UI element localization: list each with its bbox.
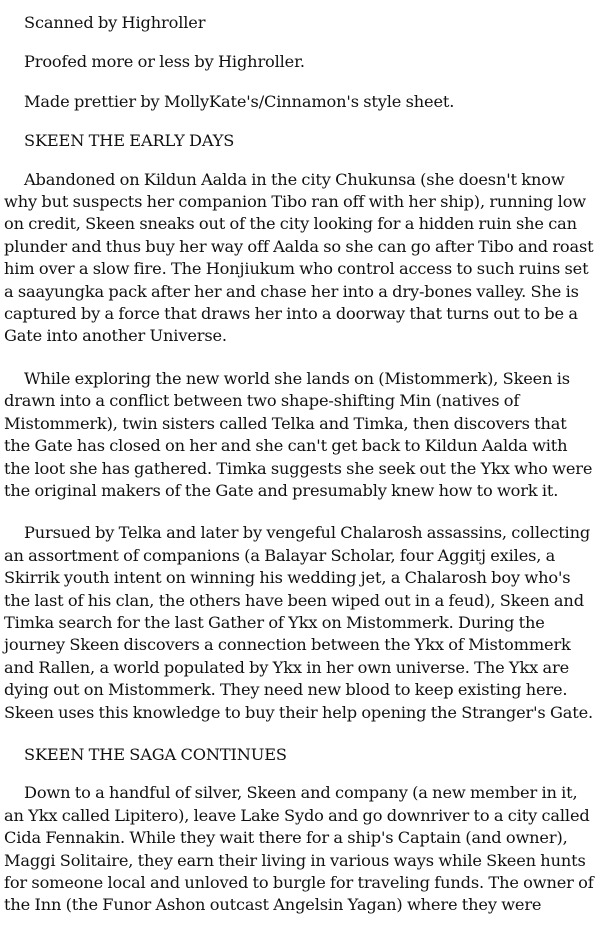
paragraph-pursued: Pursued by Telka and later by vengeful Chalarosh assassins, collecting an assortment of companions (a Balayar Scholar, four Aggitj exiles, a Skirrik youth intent on winning his wedding jet, a Chalarosh boy who's the last of his clan, the others have been wiped out in a feud), Skeen and Timka search for the last Gather of Ykx on Mistommerk. During the journey Skeen discovers a connection between the Ykx of Mistommerk and Rallen, a world populated by Ykx in her own universe. The Ykx are dying out on Mistommerk. They need new blood to keep existing here. Skeen uses this knowledge to buy their help opening the Stranger's Gate. — [4, 523, 594, 722]
credit-scanned: Scanned by Highroller — [24, 13, 206, 32]
credit-proofed: Proofed more or less by Highroller. — [24, 52, 305, 72]
document-page — [4, 12, 596, 937]
section-heading-early-days: SKEEN THE EARLY DAYS — [24, 131, 235, 151]
credit-stylesheet: Made prettier by MollyKate's/Cinnamon's style sheet. — [24, 91, 455, 111]
paragraph-abandoned: Abandoned on Kildun Aalda in the city Chukunsa (she doesn't know why but suspects her companion Tibo ran off with her ship), running low on credit, Skeen sneaks out of the city looking for a hidden ruin she can plunder and thus buy her way off Aalda so she can go after Tibo and roast him over a slow fire. The Honjiukum who control access to such ruins set a saayungka pack after her and chase her into a dry-bones valley. She is captured by a force that draws her into a doorway that turns out to be a Gate into another Universe. — [4, 169, 594, 346]
paragraph-exploring: While exploring the new world she lands on (Mistommerk), Skeen is drawn into a conflict between two shape-shifting Min (natives of Mistommerk), twin sisters called Telka and Timka, then discovers that the Gate has closed on her and she can't get back to Kildun Aalda with the loot she has gathered. Timka suggests she seek out the Ykx who were the original makers of the Gate and presumably knew how to work it. — [4, 368, 593, 500]
paragraph-down-to-silver: Down to a handful of silver, Skeen and company (a new member in it, an Ykx called Lipitero), leave Lake Sydo and go downriver to a city called Cida Fennakin. While they wait there for a ship's Captain (and owner), Maggi Solitaire, they earn their living in various ways while Skeen hunts for someone local and unloved to burgle for traveling funds. The owner of the Inn (the Funor Ashon outcast Angelsin Yagan) where they were — [4, 783, 594, 915]
section-heading-saga-continues: SKEEN THE SAGA CONTINUES — [24, 744, 287, 764]
